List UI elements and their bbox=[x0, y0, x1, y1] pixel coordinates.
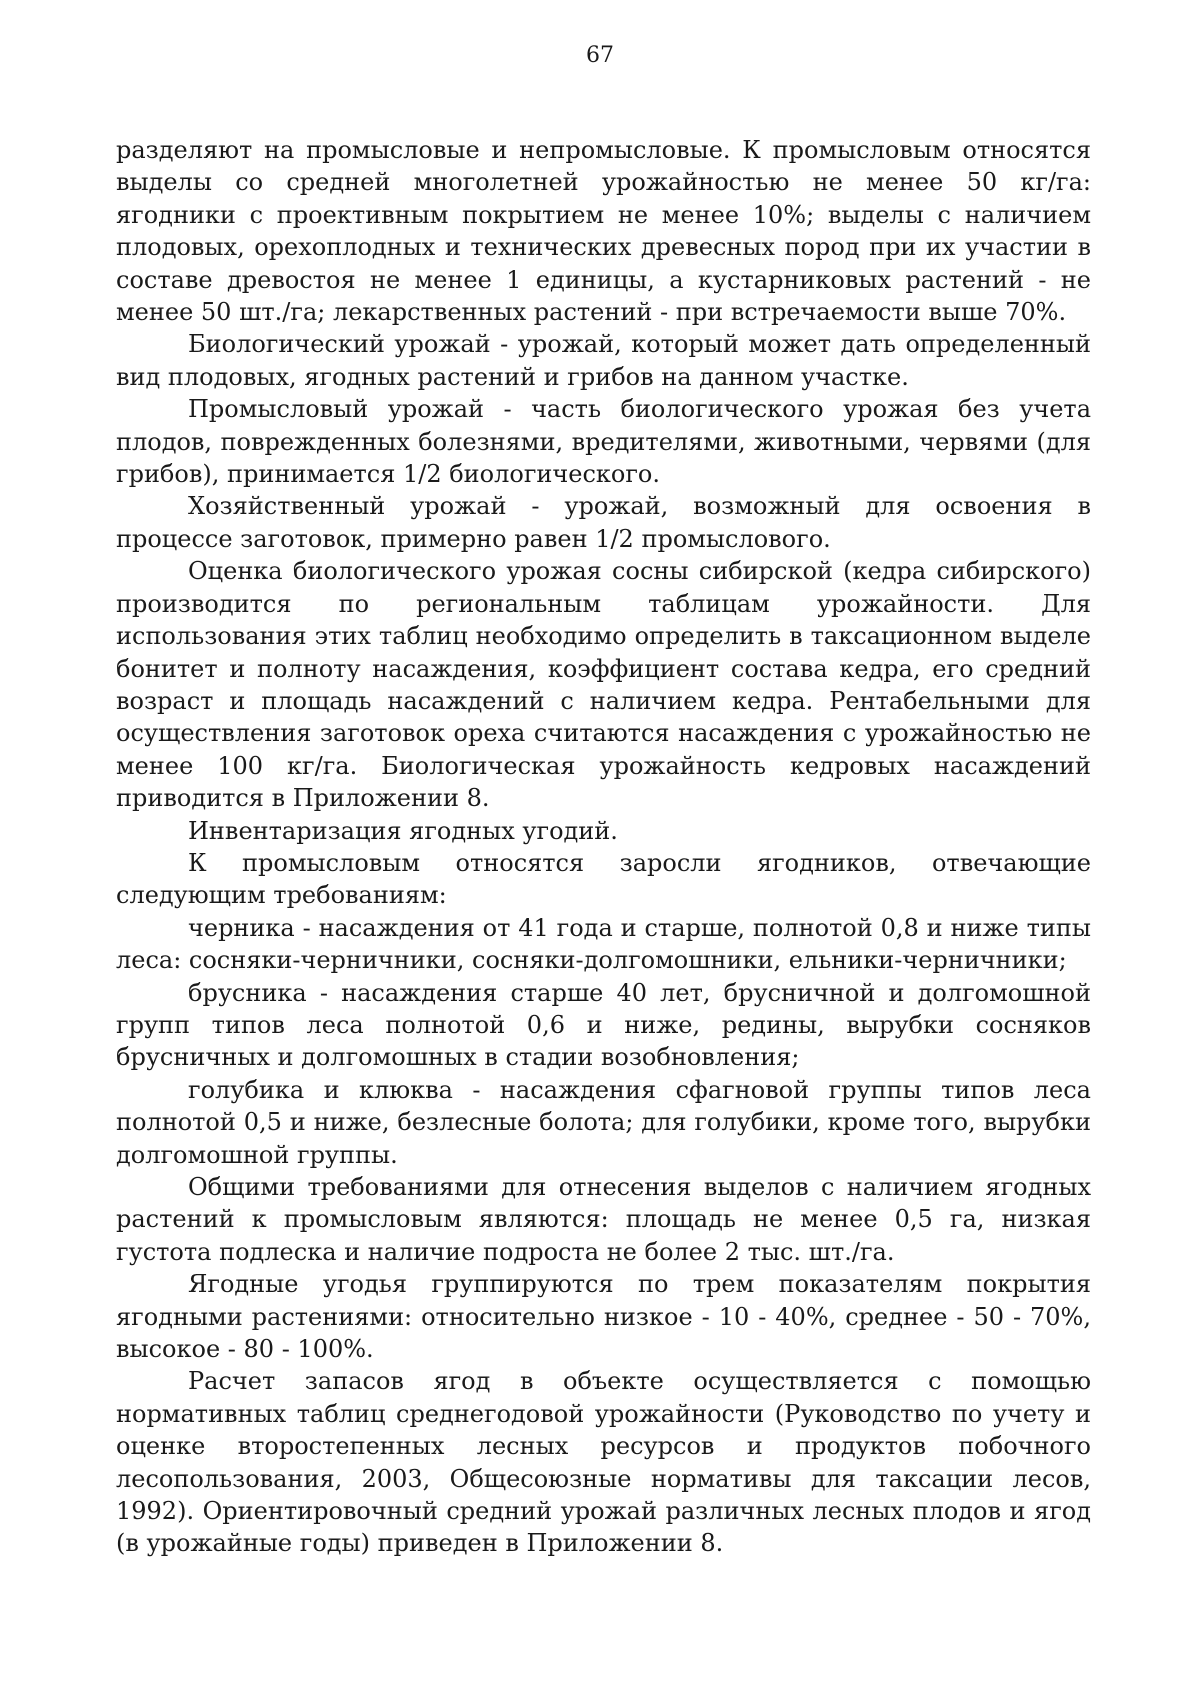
paragraph-lingonberry: брусника - насаждения старше 40 лет, брусничной и долгомошной групп типов леса полнотой 0,6 и ниже, редины, вырубки сосняков брусничных и долгомошных в стадии возобновления; bbox=[116, 978, 1091, 1072]
paragraph-economic-yield: Хозяйственный урожай - урожай, возможный для освоения в процессе заготовок, примерно равен 1/2 промыслового. bbox=[116, 492, 1091, 553]
paragraph-general-requirements: Общими требованиями для отнесения выделов с наличием ягодных растений к промысловым являются: площадь не менее 0,5 га, низкая густота подлеска и наличие подроста не более 2 тыс. шт./га. bbox=[116, 1173, 1091, 1266]
paragraph-cedar-assessment: Оценка биологического урожая сосны сибирской (кедра сибирского) производится по региональным таблицам урожайности. Для использования этих таблиц необходимо определить в таксационном выделе бонитет и полноту насаждения, коэффициент состава кедра, его средний возраст и площадь насаждений с наличием кедра. Рентабельными для осуществления заготовок ореха считаются насаждения с урожайностью не менее 100 кг/га. Биологическая урожайность кедровых насаждений приводится в Приложении 8. bbox=[116, 557, 1091, 813]
document-body bbox=[116, 134, 1091, 1560]
paragraph-biological-yield: Биологический урожай - урожай, который может дать определенный вид плодовых, ягодных растений и грибов на данном участке. bbox=[116, 330, 1091, 391]
paragraph-commercial-yield: Промысловый урожай - часть биологического урожая без учета плодов, поврежденных болезнями, вредителями, животными, червями (для грибов), принимается 1/2 биологического. bbox=[116, 395, 1091, 489]
paragraph-bog-bilberry-cranberry: голубика и клюква - насаждения сфагновой группы типов леса полнотой 0,5 и ниже, безлесные болота; для голубики, кроме того, вырубки долгомошной группы. bbox=[116, 1075, 1091, 1169]
paragraph-stock-calculation: Расчет запасов ягод в объекте осуществляется с помощью нормативных таблиц среднегодовой урожайности (Руководство по учету и оценке второстепенных лесных ресурсов и продуктов побочного лесопользования, 2003, Общесоюзные нормативы для таксации лесов, 1992). Ориентировочный средний урожай различных лесных плодов и ягод (в урожайные годы) приведен в Приложении 8. bbox=[116, 1367, 1091, 1558]
paragraph-berry-requirements: К промысловым относятся заросли ягодников, отвечающие следующим требованиям: bbox=[116, 848, 1091, 910]
paragraph-coverage-groups: Ягодные угодья группируются по трем показателям покрытия ягодными растениями: относительно низкое - 10 - 40%, среднее - 50 - 70%, высокое - 80 - 100%. bbox=[116, 1270, 1091, 1364]
paragraph-blueberry: черника - насаждения от 41 года и старше, полнотой 0,8 и ниже типы леса: сосняки-черничники, сосняки-долгомошники, ельники-черничники; bbox=[116, 913, 1091, 975]
page-number: 67 bbox=[586, 43, 614, 68]
paragraph-continuation: разделяют на промысловые и непромысловые. К промысловым относятся выделы со средней многолетней урожайностью не менее 50 кг/га: ягодники с проективным покрытием не менее 10%; выделы с наличием плодовых, орехоплодных и технических древесных пород при их участии в составе древостоя не менее 1 единицы, а кустарниковых растений - не менее 50 шт./га; лекарственных растений - при встречаемости выше 70%. bbox=[116, 136, 1091, 327]
paragraph-berry-inventory-heading: Инвентаризация ягодных угодий. bbox=[188, 816, 618, 845]
